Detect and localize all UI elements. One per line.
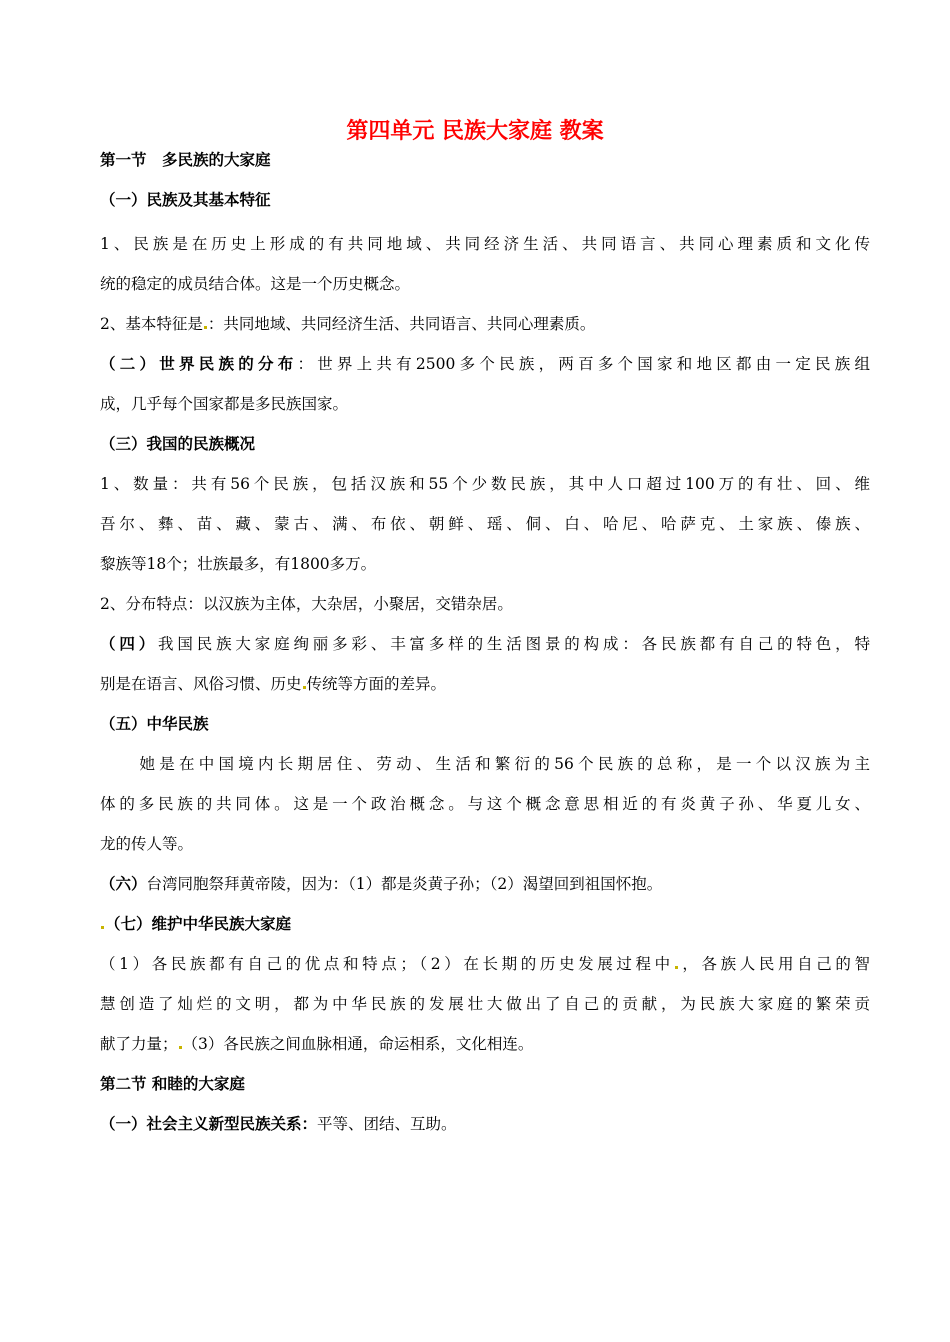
paragraph-line	[100, 944, 870, 984]
paragraph-line	[100, 624, 870, 664]
inline-heading: （一）社会主义新型民族关系：	[100, 1115, 318, 1133]
paragraph-line	[100, 864, 870, 904]
text-span: ：世界上共有2500多个民族，两百多个国家和地区都由一定民族组	[297, 355, 870, 373]
inline-heading: （六）	[100, 875, 147, 893]
marker-dot	[675, 966, 678, 969]
text-span: 台湾同胞祭拜黄帝陵，因为：（1）都是炎黄子孙；（2）渴望回到祖国怀抱。	[146, 875, 663, 893]
paragraph-line: 1、数量：共有56个民族，包括汉族和55个少数民族，其中人口超过100万的有壮、回、维	[100, 475, 870, 493]
text-span: 2、基本特征是	[100, 315, 203, 333]
text-span: （七）维护中华民族大家庭	[105, 915, 292, 933]
paragraph-line: 1、民族是在历史上形成的有共同地域、共同经济生活、共同语言、共同心理素质和文化传	[100, 235, 870, 253]
text-span: 别是在语言、风俗习惯	[100, 675, 256, 693]
marker-dot	[101, 926, 104, 929]
text-span: （1）各民族都有自己的优点和特点；（2）在长期的历史发展过程中	[100, 955, 674, 973]
paragraph-line	[100, 304, 870, 344]
subsection-heading	[100, 904, 870, 944]
text-span: 传统等方面的差异。	[306, 675, 447, 693]
paragraph-line: 成，几乎每个国家都是多民族国家。	[100, 395, 349, 413]
paragraph-line: 她是在中国境内长期居住、劳动、生活和繁衍的56个民族的总称，是一个以汉族为主	[100, 755, 870, 773]
paragraph-line: 2、分布特点：以汉族为主体，大杂居，小聚居，交错杂居。	[100, 595, 513, 613]
paragraph-line	[100, 344, 870, 384]
paragraph-line	[100, 1104, 870, 1144]
paragraph-line: 体的多民族的共同体。这是一个政治概念。与这个概念意思相近的有炎黄子孙、华夏儿女、	[100, 795, 870, 813]
text-span: 平等、团结、互助。	[317, 1115, 457, 1133]
text-span: 、历史	[255, 675, 302, 693]
inline-heading: （四）	[100, 635, 159, 653]
subsection-heading: （一）民族及其基本特征	[100, 191, 271, 209]
section-heading: 第二节 和睦的大家庭	[100, 1075, 245, 1093]
marker-dot	[179, 1046, 182, 1049]
paragraph-line: 黎族等18个；壮族最多，有1800多万。	[100, 555, 377, 573]
paragraph-line	[100, 1024, 870, 1064]
text-span: ，各族人民用自己的智	[678, 955, 870, 973]
document-title: 第四单元 民族大家庭 教案	[346, 119, 604, 144]
section-heading: 第一节 多民族的大家庭	[100, 151, 271, 169]
subsection-heading: （三）我国的民族概况	[100, 435, 256, 453]
text-span: ：共同地域、共同经济生活、共同语言、共同心理素质。	[207, 315, 596, 333]
paragraph-line	[100, 664, 870, 704]
paragraph-line: 龙的传人等。	[100, 835, 194, 853]
document-body	[100, 146, 870, 1144]
text-span: （3）各民族之间血脉相通，命运相系，文化相连。	[182, 1035, 534, 1053]
inline-heading: （二）世界民族的分布	[100, 355, 298, 373]
paragraph-line: 统的稳定的成员结合体。这是一个历史概念。	[100, 275, 411, 293]
paragraph-line: 慧创造了灿烂的文明，都为中华民族的发展壮大做出了自己的贡献，为民族大家庭的繁荣贡	[100, 995, 870, 1013]
paragraph-line: 吾尔、彝、苗、藏、蒙古、满、布依、朝鲜、瑶、侗、白、哈尼、哈萨克、土家族、傣族、	[100, 515, 870, 533]
text-span: 我国民族大家庭绚丽多彩、丰富多样的生活图景的构成：各民族都有自己的特色，特	[158, 635, 870, 653]
text-span: 献了力量；	[100, 1035, 178, 1053]
marker-dot	[204, 326, 207, 329]
subsection-heading: （五）中华民族	[100, 715, 209, 733]
marker-dot	[303, 686, 306, 689]
